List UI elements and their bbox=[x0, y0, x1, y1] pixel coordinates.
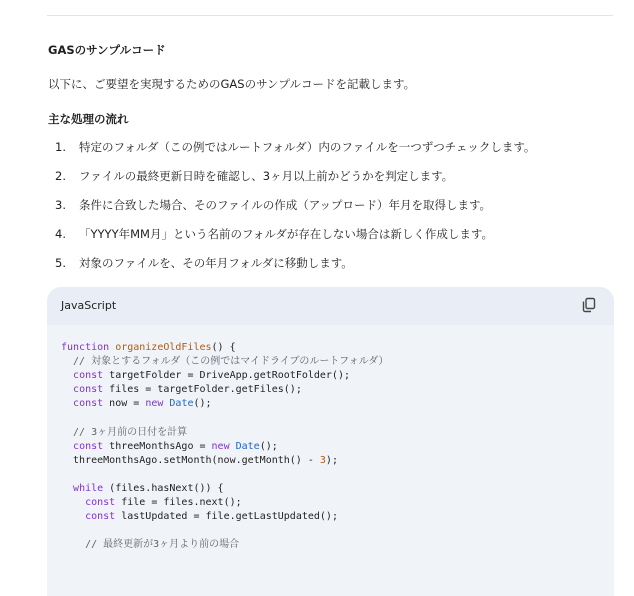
code-token: const bbox=[85, 497, 116, 509]
code-token: now = bbox=[103, 398, 146, 410]
code-token: while bbox=[73, 482, 104, 494]
step-text: ファイルの最終更新日時を確認し、3ヶ月以上前かどうかを判定します。 bbox=[79, 169, 454, 183]
code-line bbox=[61, 482, 389, 496]
code-token bbox=[61, 370, 73, 381]
code-line bbox=[61, 496, 389, 510]
code-line bbox=[61, 355, 389, 369]
code-token: (); bbox=[193, 398, 212, 410]
code-line bbox=[61, 383, 389, 397]
code-token: new bbox=[211, 440, 230, 452]
step-number: 2. bbox=[55, 169, 66, 183]
code-line bbox=[61, 538, 389, 552]
code-token: organizeOldFiles bbox=[115, 342, 212, 353]
code-token: // 3ヶ月前の日付を計算 bbox=[61, 426, 188, 438]
list-item bbox=[48, 223, 535, 252]
code-token: ); bbox=[325, 454, 338, 466]
list-item bbox=[48, 194, 535, 223]
code-token: file = files.next(); bbox=[115, 497, 242, 509]
step-number: 1. bbox=[55, 140, 66, 154]
code-token: new bbox=[145, 398, 164, 410]
code-token: (); bbox=[259, 440, 278, 452]
code-line bbox=[61, 341, 389, 355]
code-token: files = targetFolder.getFiles(); bbox=[103, 384, 302, 396]
section-heading: GASのサンプルコード bbox=[48, 43, 166, 57]
code-token: // 対象とするフォルダ（この例ではマイドライブのルートフォルダ） bbox=[61, 356, 389, 368]
code-token: // 最終更新が3ヶ月より前の場合 bbox=[61, 539, 240, 551]
code-token bbox=[61, 511, 85, 522]
step-number: 4. bbox=[55, 227, 66, 241]
code-token bbox=[61, 497, 85, 508]
step-text: 対象のファイルを、その年月フォルダに移動します。 bbox=[79, 256, 353, 270]
code-line bbox=[61, 397, 389, 411]
steps-heading: 主な処理の流れ bbox=[48, 112, 129, 126]
code-token: threeMonthsAgo = bbox=[103, 440, 212, 452]
step-number: 5. bbox=[55, 256, 66, 270]
code-token: const bbox=[73, 398, 104, 410]
divider bbox=[47, 15, 613, 16]
step-number: 3. bbox=[55, 198, 66, 212]
code-token: Date bbox=[235, 440, 260, 452]
code-token bbox=[61, 483, 73, 494]
code-line bbox=[61, 510, 389, 524]
code-line bbox=[61, 426, 389, 440]
code-line bbox=[61, 369, 389, 383]
steps-list bbox=[48, 136, 535, 281]
list-item bbox=[48, 165, 535, 194]
code-line bbox=[61, 524, 389, 538]
code-token bbox=[61, 384, 73, 395]
code-token bbox=[61, 398, 73, 409]
code-content[interactable] bbox=[61, 341, 389, 552]
list-item bbox=[48, 136, 535, 165]
code-header bbox=[47, 287, 614, 325]
code-block bbox=[47, 287, 614, 596]
code-token bbox=[61, 441, 73, 452]
code-token: () { bbox=[211, 342, 236, 353]
copy-code-button[interactable] bbox=[580, 296, 598, 314]
step-text: 条件に合致した場合、そのファイルの作成（アップロード）年月を取得します。 bbox=[79, 198, 492, 212]
code-token: (files.hasNext()) { bbox=[103, 482, 224, 494]
code-line bbox=[61, 440, 389, 454]
code-token: Date bbox=[169, 398, 194, 410]
code-line bbox=[61, 454, 389, 468]
code-token: const bbox=[73, 370, 104, 382]
step-text: 「YYYY年MM月」という名前のフォルダが存在しない場合は新しく作成します。 bbox=[79, 227, 493, 241]
code-line bbox=[61, 468, 389, 482]
code-token: function bbox=[61, 342, 116, 353]
code-token: const bbox=[85, 511, 116, 523]
code-token: threeMonthsAgo.setMonth(now.getMonth() - bbox=[61, 454, 320, 466]
intro-text: 以下に、ご要望を実現するためのGASのサンプルコードを記載します。 bbox=[48, 77, 416, 91]
list-item bbox=[48, 252, 535, 281]
code-token: targetFolder = DriveApp.getRootFolder(); bbox=[103, 370, 350, 382]
code-token: const bbox=[73, 384, 104, 396]
copy-icon bbox=[580, 296, 598, 314]
step-text: 特定のフォルダ（この例ではルートフォルダ）内のファイルを一つずつチェックします。 bbox=[79, 140, 536, 154]
code-language-label: JavaScript bbox=[61, 299, 117, 312]
code-token: lastUpdated = file.getLastUpdated(); bbox=[115, 511, 338, 523]
code-token: 3 bbox=[319, 454, 326, 466]
code-line bbox=[61, 411, 389, 425]
code-token: const bbox=[73, 440, 104, 452]
